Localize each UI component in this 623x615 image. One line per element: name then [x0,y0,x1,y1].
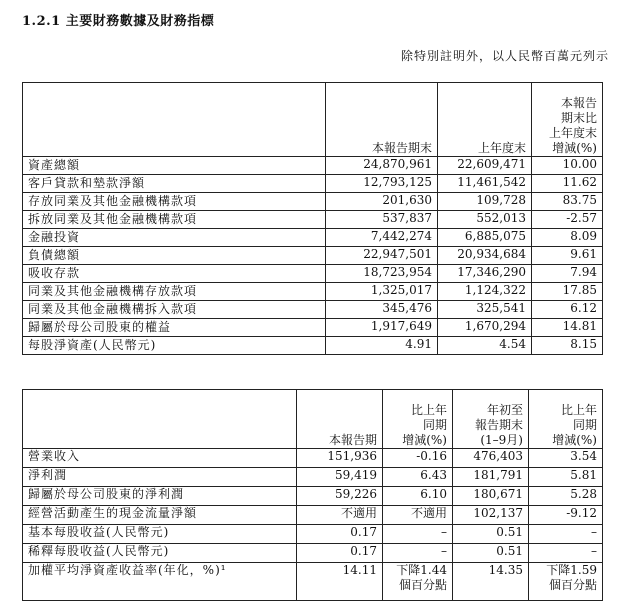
value-cell: 6.10 [383,487,453,506]
header-cell: 比上年 同期 增減(%) [529,390,603,449]
header-cell [23,390,297,449]
table-row [23,193,603,211]
value-cell: – [383,544,453,563]
row-label: 每股淨資產(人民幣元) [23,337,326,355]
table-row [23,506,603,525]
value-cell: – [529,544,603,563]
table-row [23,283,603,301]
value-cell: -0.16 [383,449,453,468]
table-row [23,487,603,506]
header-cell: 本報告期末 [326,83,438,157]
row-label: 存放同業及其他金融機構款項 [23,193,326,211]
value-cell: 14.81 [532,319,603,337]
value-cell: -2.57 [532,211,603,229]
value-cell: 18,723,954 [326,265,438,283]
value-cell: 0.51 [453,525,529,544]
value-cell: 下降1.59 個百分點 [529,563,603,601]
value-cell: 8.15 [532,337,603,355]
table-row [23,563,603,601]
value-cell: 1,124,322 [438,283,532,301]
value-cell: 不適用 [383,506,453,525]
value-cell: 下降1.44 個百分點 [383,563,453,601]
value-cell: 102,137 [453,506,529,525]
value-cell: 59,226 [297,487,383,506]
row-label: 歸屬於母公司股東的權益 [23,319,326,337]
value-cell: 83.75 [532,193,603,211]
value-cell: 0.17 [297,525,383,544]
value-cell: 345,476 [326,301,438,319]
table-row [23,525,603,544]
row-label: 歸屬於母公司股東的淨利潤 [23,487,297,506]
value-cell: 17,346,290 [438,265,532,283]
value-cell: 10.00 [532,157,603,175]
value-cell: 109,728 [438,193,532,211]
value-cell: 6.12 [532,301,603,319]
value-cell: 0.17 [297,544,383,563]
value-cell: 59,419 [297,468,383,487]
value-cell: 6.43 [383,468,453,487]
income-table [22,389,603,601]
table-row [23,175,603,193]
value-cell: 14.11 [297,563,383,601]
table-row [23,301,603,319]
row-label: 客戶貸款和墊款淨額 [23,175,326,193]
unit-note: 除特別註明外，以人民幣百萬元列示 [400,49,609,63]
value-cell: 1,917,649 [326,319,438,337]
value-cell: 7,442,274 [326,229,438,247]
value-cell: 7.94 [532,265,603,283]
row-label: 淨利潤 [23,468,297,487]
value-cell: 552,013 [438,211,532,229]
row-label: 營業收入 [23,449,297,468]
table-row [23,544,603,563]
row-label: 負債總額 [23,247,326,265]
header-cell: 本報告 期末比 上年度末 增減(%) [532,83,603,157]
table-row [23,265,603,283]
value-cell: – [383,525,453,544]
value-cell: 476,403 [453,449,529,468]
value-cell: 22,609,471 [438,157,532,175]
table-row [23,337,603,355]
value-cell: 22,947,501 [326,247,438,265]
row-label: 資產總額 [23,157,326,175]
value-cell: 6,885,075 [438,229,532,247]
row-label: 金融投資 [23,229,326,247]
value-cell: -9.12 [529,506,603,525]
row-label: 基本每股收益(人民幣元) [23,525,297,544]
table-row [23,247,603,265]
value-cell: 1,325,017 [326,283,438,301]
value-cell: 325,541 [438,301,532,319]
value-cell: 11,461,542 [438,175,532,193]
row-label: 加權平均淨資產收益率(年化，%)¹ [23,563,297,601]
value-cell: 4.54 [438,337,532,355]
value-cell: 20,934,684 [438,247,532,265]
value-cell: 3.54 [529,449,603,468]
table-row [23,211,603,229]
value-cell: 不適用 [297,506,383,525]
value-cell: 14.35 [453,563,529,601]
row-label: 同業及其他金融機構拆入款項 [23,301,326,319]
table-row [23,468,603,487]
value-cell: 4.91 [326,337,438,355]
value-cell: 151,936 [297,449,383,468]
value-cell: 537,837 [326,211,438,229]
value-cell: 11.62 [532,175,603,193]
table-header-row [23,83,603,157]
value-cell: 5.81 [529,468,603,487]
value-cell: 180,671 [453,487,529,506]
section-heading: 1.2.1 主要財務數據及財務指標 [22,14,215,29]
table-row [23,449,603,468]
value-cell: 9.61 [532,247,603,265]
row-label: 吸收存款 [23,265,326,283]
header-cell: 年初至 報告期末 (1–9月) [453,390,529,449]
header-cell: 本報告期 [297,390,383,449]
value-cell: 12,793,125 [326,175,438,193]
value-cell: 0.51 [453,544,529,563]
row-label: 拆放同業及其他金融機構款項 [23,211,326,229]
header-cell: 上年度末 [438,83,532,157]
row-label: 同業及其他金融機構存放款項 [23,283,326,301]
header-cell [23,83,326,157]
value-cell: 201,630 [326,193,438,211]
balance-sheet-table [22,82,603,355]
value-cell: 8.09 [532,229,603,247]
table-row [23,157,603,175]
row-label: 經營活動產生的現金流量淨額 [23,506,297,525]
header-cell: 比上年 同期 增減(%) [383,390,453,449]
value-cell: 5.28 [529,487,603,506]
value-cell: 24,870,961 [326,157,438,175]
table-row [23,229,603,247]
table-row [23,319,603,337]
row-label: 稀釋每股收益(人民幣元) [23,544,297,563]
value-cell: – [529,525,603,544]
value-cell: 1,670,294 [438,319,532,337]
value-cell: 17.85 [532,283,603,301]
value-cell: 181,791 [453,468,529,487]
table-header-row [23,390,603,449]
